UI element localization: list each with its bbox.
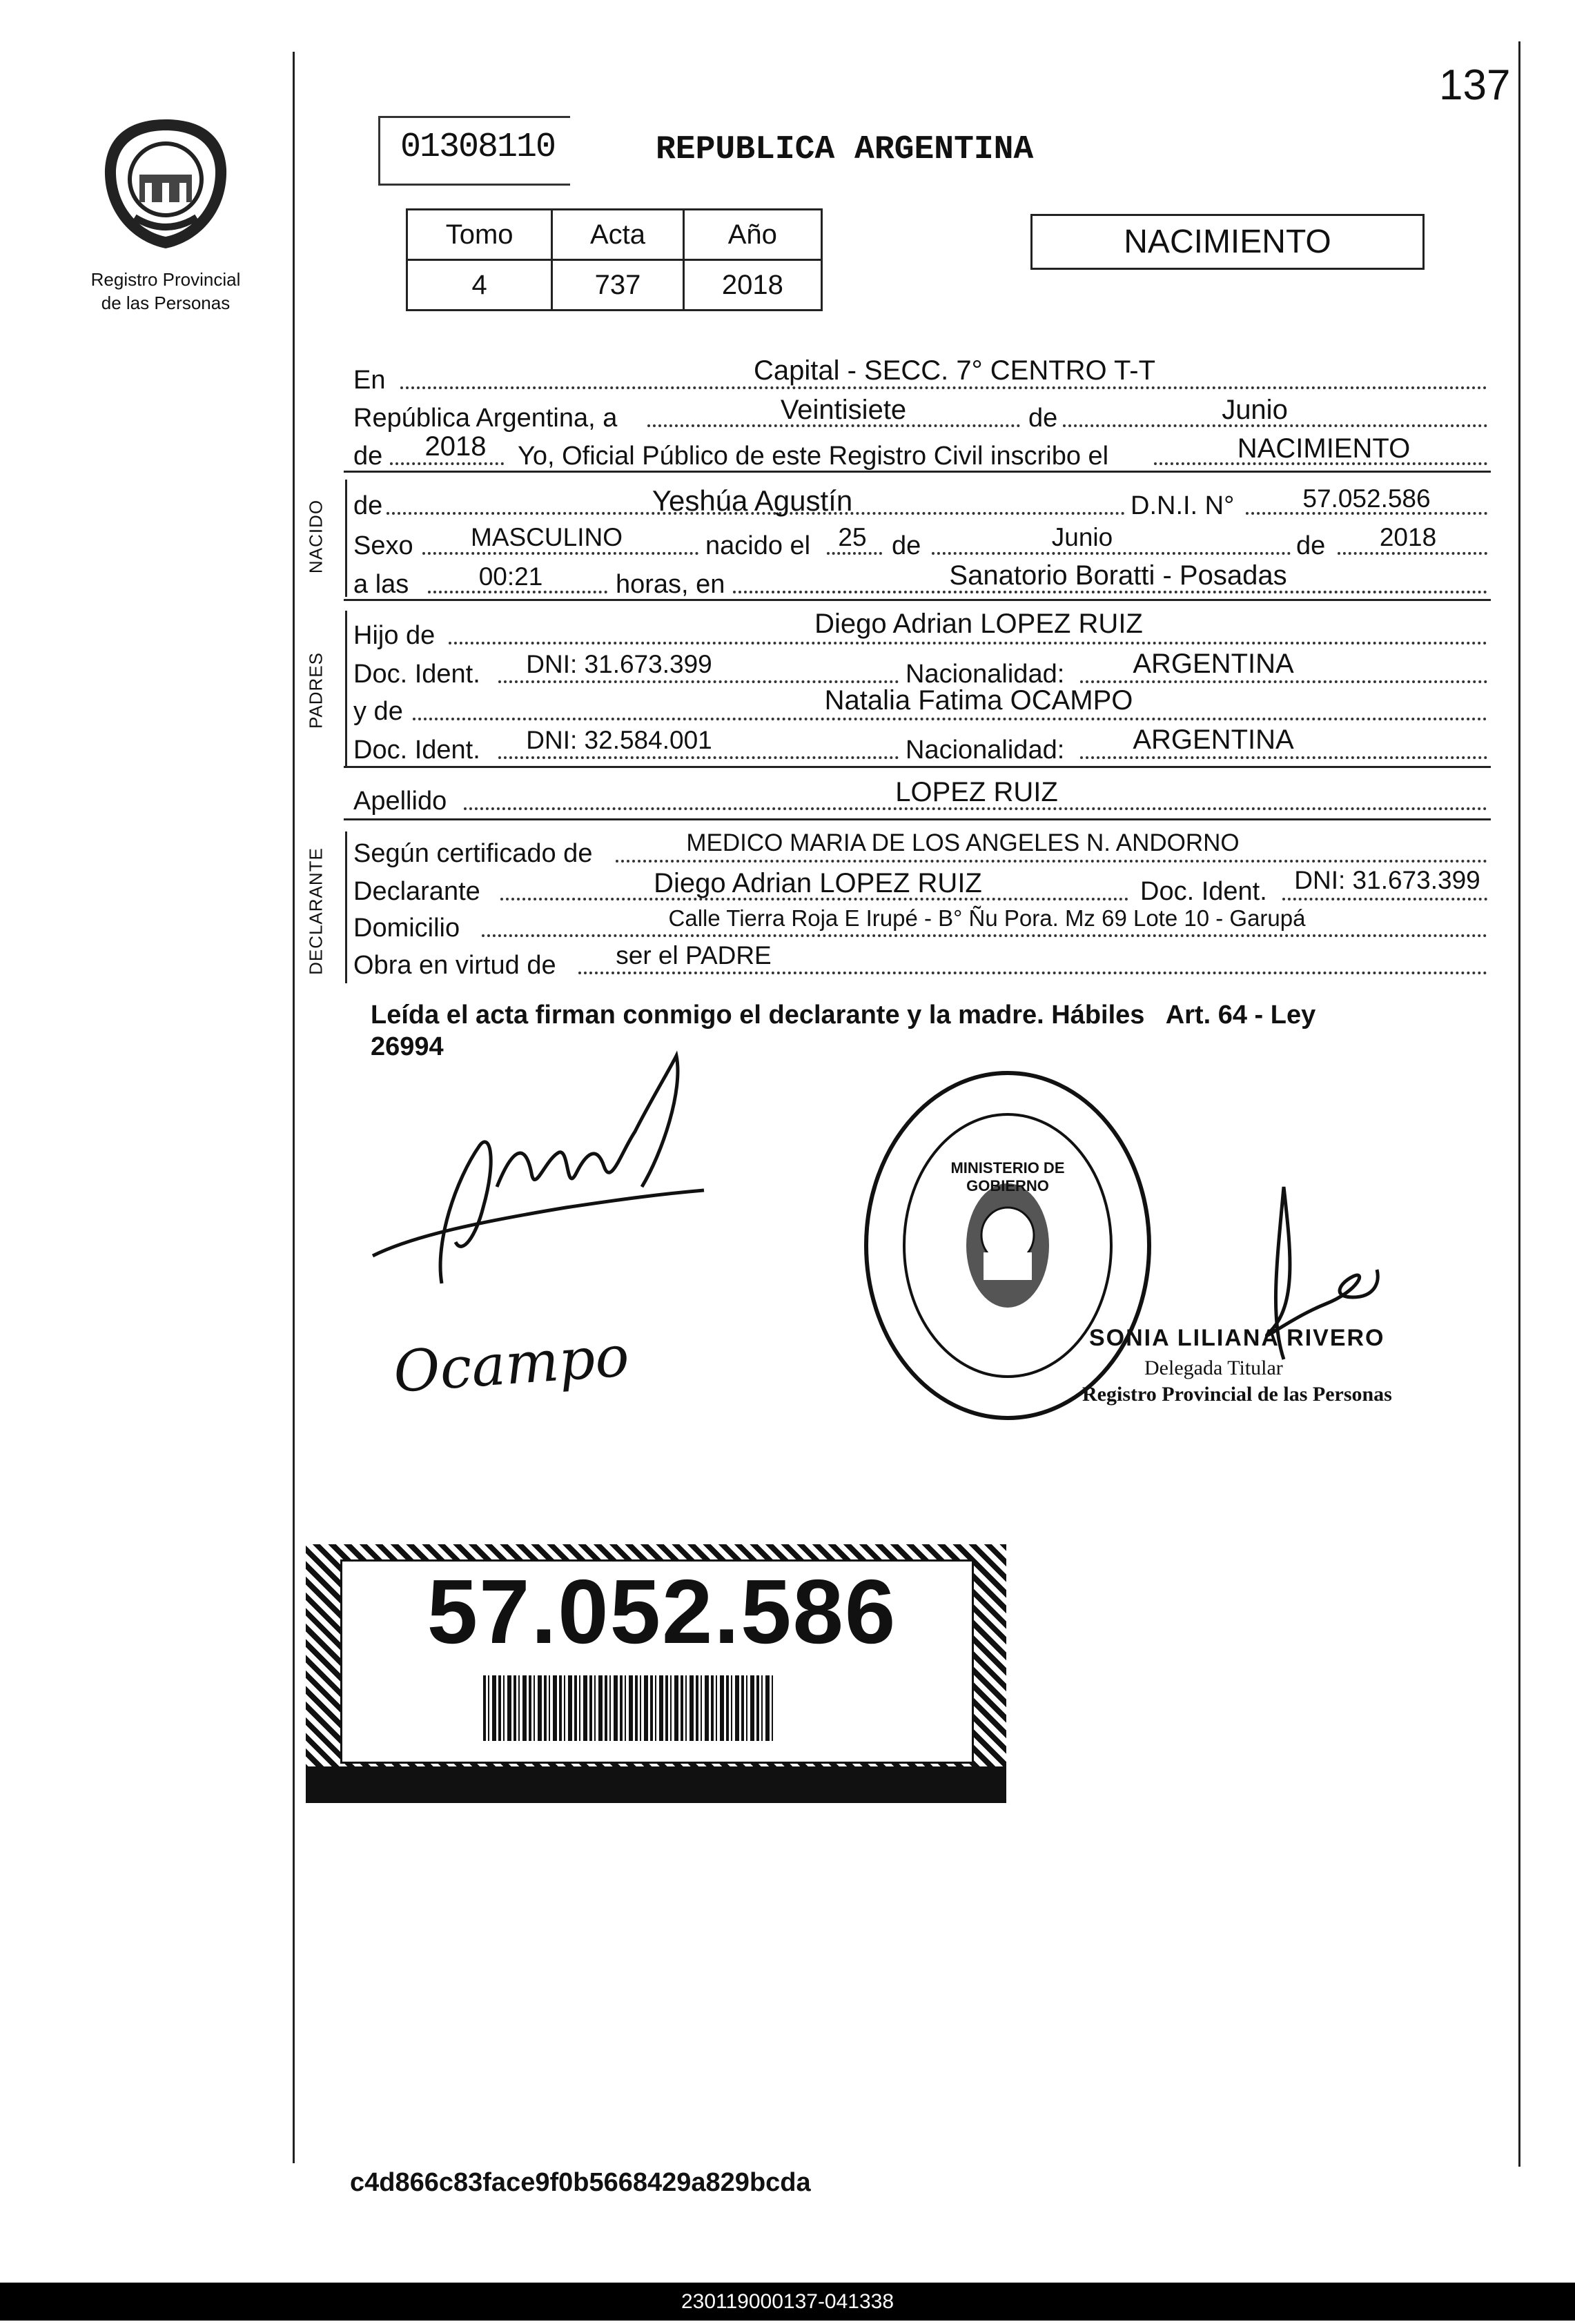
father-doc: DNI: 31.673.399: [526, 650, 712, 678]
logo-caption-line1: Registro Provincial: [90, 269, 241, 290]
inscribo-label: Yo, Oficial Público de este Registro Civil inscribo el: [518, 442, 1109, 471]
sexo-label: Sexo: [353, 531, 413, 560]
mother-name: Natalia Fatima OCAMPO: [824, 685, 1133, 716]
table-value-ano: 2018: [683, 260, 821, 311]
obra-dotted-line: [578, 972, 1487, 974]
padres-section-label: PADRES: [305, 652, 326, 729]
nacido-section-label: NACIDO: [305, 499, 326, 574]
decl-doc-label: Doc. Ident.: [1140, 877, 1267, 906]
child-name: Yeshúa Agustín: [652, 484, 853, 517]
father-nationality: ARGENTINA: [1133, 649, 1294, 679]
doc2-label: Doc. Ident.: [353, 736, 480, 765]
official-name: SONIA LILIANA RIVERO: [1089, 1325, 1385, 1351]
en-value: Capital - SECC. 7° CENTRO T-T: [753, 355, 1156, 386]
birth-de2-label: de: [1296, 531, 1326, 560]
nac2-dotted-line: [1080, 756, 1487, 759]
mother-doc: DNI: 32.584.001: [526, 726, 712, 754]
cert-value: MEDICO MARIA DE LOS ANGELES N. ANDORNO: [686, 829, 1240, 856]
mother-signature: Ocampo: [391, 1323, 632, 1406]
padres-bracket: [345, 611, 347, 766]
seal-inner-text: MINISTERIO DE GOBIERNO: [950, 1159, 1065, 1194]
divider-padres: [344, 766, 1491, 768]
divider-apellido: [344, 818, 1491, 820]
child-dni: 57.052.586: [1302, 484, 1431, 513]
father-name: Diego Adrian LOPEZ RUIZ: [814, 609, 1143, 639]
declarante-name: Diego Adrian LOPEZ RUIZ: [654, 868, 982, 898]
divider-intro: [344, 471, 1491, 473]
province-emblem-icon: [97, 114, 235, 252]
cert-dotted-line: [616, 860, 1487, 863]
official-role: Delegada Titular: [1144, 1357, 1283, 1379]
en-dotted-line: [400, 386, 1487, 389]
cert-label: Según certificado de: [353, 839, 593, 868]
table-value-acta: 737: [552, 260, 683, 311]
nacido-bracket: [345, 480, 347, 597]
domicilio-value: Calle Tierra Roja E Irupé - B° Ñu Pora. Mz 69 Lote 10 - Garupá: [668, 905, 1306, 931]
nacido-de-label: de: [353, 491, 383, 520]
doc2-dotted-line: [498, 756, 899, 759]
table-value-tomo: 4: [407, 260, 552, 311]
intro-day-value: Veintisiete: [780, 395, 907, 425]
sexo-dotted-line: [422, 552, 698, 555]
registry-seal-icon: [859, 1066, 1156, 1425]
en-label: En: [353, 366, 386, 395]
apellido-value: LOPEZ RUIZ: [895, 777, 1058, 807]
doc1-label: Doc. Ident.: [353, 660, 480, 689]
sexo-value: MASCULINO: [471, 523, 623, 551]
closing-line2: 26994: [371, 1032, 444, 1061]
intro-year-value: 2018: [424, 431, 487, 462]
intro-de-label: de: [1028, 404, 1058, 433]
birth-month-dotted-line: [932, 552, 1291, 555]
barcode-number: 57.052.586: [427, 1561, 897, 1662]
birth-year-value: 2018: [1379, 523, 1437, 551]
dom-dotted-line: [482, 934, 1487, 937]
serial-number: 01308110: [400, 128, 556, 167]
alas-label: a las: [353, 570, 409, 599]
logo-caption-line2: de las Personas: [101, 293, 231, 313]
domicilio-label: Domicilio: [353, 914, 460, 943]
declarante-section-label: DECLARANTE: [305, 847, 326, 975]
closing-line1: Leída el acta firman conmigo el declarante y la madre. Hábiles Art. 64 - Ley: [371, 1001, 1316, 1030]
decl-doc-dotted-line: [1282, 898, 1487, 900]
obra-value: ser el PADRE: [616, 941, 772, 969]
hash-code: c4d866c83face9f0b5668429a829bcda: [350, 2168, 811, 2197]
republica-label: República Argentina, a: [353, 404, 618, 433]
birth-month-value: Junio: [1051, 523, 1113, 551]
apellido-label: Apellido: [353, 787, 447, 816]
nac1-dotted-line: [1080, 680, 1487, 683]
right-margin-rule: [1518, 41, 1520, 2167]
divider-nacido: [344, 599, 1491, 601]
nac2-label: Nacionalidad:: [906, 736, 1065, 765]
mother-dotted-line: [413, 718, 1487, 720]
intro-de2-label: de: [353, 442, 383, 471]
birth-year-dotted-line: [1338, 552, 1487, 555]
dni-label: D.N.I. N°: [1131, 491, 1235, 520]
nacido-el-label: nacido el: [705, 531, 811, 560]
official-seal: [859, 1066, 1156, 1425]
horas-label: horas, en: [616, 570, 725, 599]
declarante-bracket: [345, 831, 347, 983]
id-sticker-footer: [306, 1766, 1006, 1803]
birth-day-value: 25: [838, 523, 867, 551]
page-number: 137: [1439, 61, 1511, 109]
declarante-doc: DNI: 31.673.399: [1294, 866, 1480, 894]
mother-nationality: ARGENTINA: [1133, 725, 1294, 755]
table-header-ano: Año: [683, 210, 821, 260]
table-header-acta: Acta: [552, 210, 683, 260]
birth-de-label: de: [892, 531, 921, 560]
intro-month-value: Junio: [1222, 395, 1288, 425]
country-title: REPUBLICA ARGENTINA: [656, 131, 1034, 168]
father-dotted-line: [449, 642, 1487, 644]
yde-label: y de: [353, 697, 403, 726]
footer-code: 230119000137-041338: [681, 2290, 894, 2313]
birth-time-value: 00:21: [478, 562, 543, 591]
declarante-label: Declarante: [353, 877, 480, 906]
table-header-tomo: Tomo: [407, 210, 552, 260]
birth-place-value: Sanatorio Boratti - Posadas: [949, 560, 1287, 591]
year-dotted-line: [390, 462, 504, 465]
doc1-dotted-line: [498, 680, 899, 683]
registry-logo: [97, 114, 235, 252]
footer-bar: [0, 2283, 1575, 2321]
inscribo-value: NACIMIENTO: [1237, 433, 1411, 464]
barcode: [483, 1675, 773, 1741]
left-margin-rule: [293, 52, 295, 2163]
declarant-signature: [359, 1049, 718, 1311]
act-table: [406, 208, 823, 311]
official-office: Registro Provincial de las Personas: [1082, 1383, 1392, 1406]
act-type: NACIMIENTO: [1124, 224, 1331, 260]
birth-day-dotted-line: [827, 552, 882, 555]
obra-label: Obra en virtud de: [353, 951, 556, 980]
hijo-de-label: Hijo de: [353, 621, 436, 650]
nac1-label: Nacionalidad:: [906, 660, 1065, 689]
act-type-box: [1030, 214, 1425, 270]
